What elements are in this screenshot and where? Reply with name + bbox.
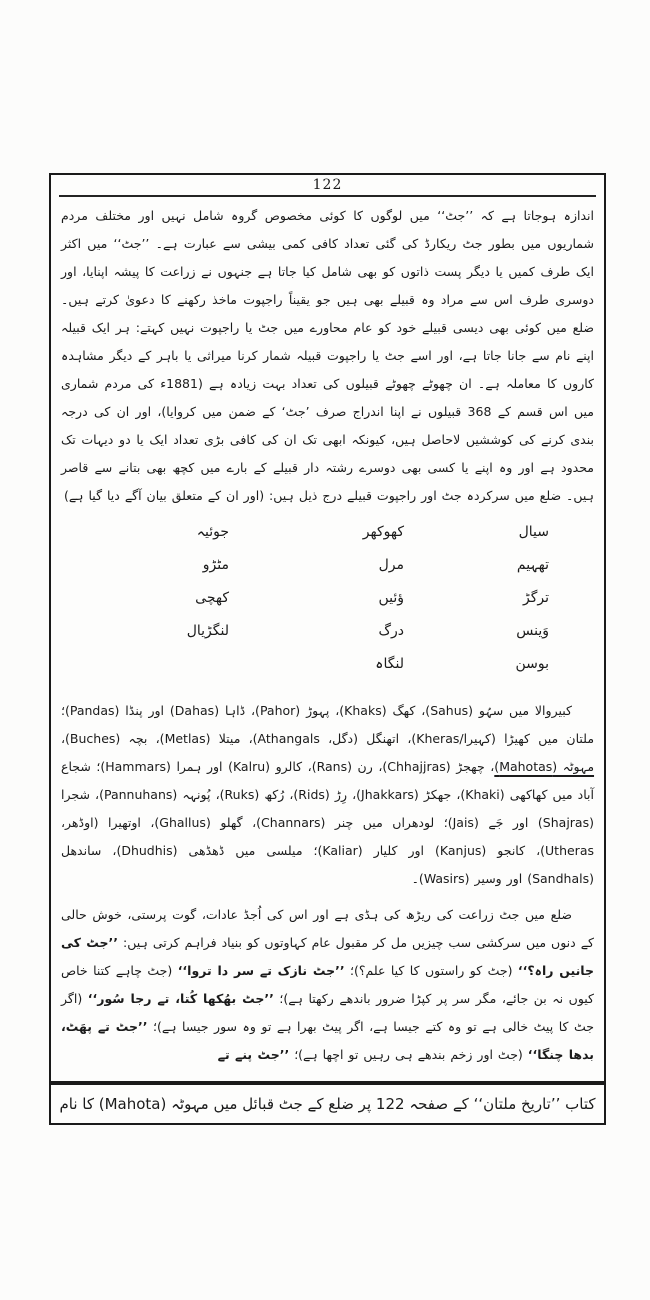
page-frame <box>49 173 606 1083</box>
text-run: (جٹ چاہے کتنا خاص کیوں نہ بن جائے، مگر سر پر کپڑا ضرور باندھے رکھتا ہے)؛ <box>61 963 594 1006</box>
tribe-name: وَینس <box>516 623 549 639</box>
text-run: ’’جٹ بھُکھا کُتا، تے رجا سُور‘‘ <box>87 991 274 1006</box>
text-run: ضلع میں جٹ زراعت کی ریڑھ کی ہڈی ہے اور اس کی اُجڈ عادات، گوت پرستی، خوش حالی کے دنوں میں سرکشی سب چیزیں مل کر مقبول عام کہاوتوں کو بنیاد فراہم کرتی ہیں: <box>61 907 594 950</box>
tribe-name: لنگڑیال <box>186 623 229 639</box>
tribe-name: تھہیم <box>516 557 549 573</box>
paragraph-proverbs <box>61 901 594 1069</box>
text-run: کتاب ’’تاریخ ملتان‘‘ کے صفحہ 122 پر ضلع کے جٹ قبائل میں مہوٹہ (Mahota) کا نام <box>59 1095 596 1113</box>
text-run: (جٹ اور زخم بندھے ہی رہیں تو اچھا ہے)؛ <box>289 1047 528 1062</box>
caption-text <box>53 1094 601 1114</box>
text-run: اندازہ ہوجاتا ہے کہ ’’جٹ‘‘ میں لوگوں کا کوئی مخصوص گروہ شامل نہیں اور مختلف مردم شماریوں میں بطور جٹ ریکارڈ کی گئی تعداد کافی کمی بیشی سے عبارت ہے۔ ’’جٹ‘‘ میں اکثر ایک طرف کمیں یا دیگر پست ذاتوں کو بھی شامل کیا جاتا ہے جنہوں نے زراعت کا پیشہ اپنایا، اور دوسری طرف اس سے مراد وہ قبیلے بھی ہیں جو یقیناً راجپوت ماخذ رکھنے کا دعویٰ کرتے ہیں۔ ضلع میں کوئی بھی دیسی قبیلے خود کو عام محاورے میں جٹ یا راجپوت نہیں کہتے: ہر ایک قبیلہ اپنے نام سے جانا جاتا ہے، اور اسے جٹ یا راجپوت قبیلہ شمار کرنا میراثی یا باہر کے دیگر مشاہدہ کاروں کا معاملہ ہے۔ ان چھوٹے چھوٹے قبیلوں کی تعداد بہت زیادہ ہے (1881ء کی مردم شماری میں اس قسم کے 368 قبیلوں نے اپنا اندراج صرف ’جٹ‘ کے ضمن میں کروایا)، اور ان کی درجہ بندی کرنے کی کوششیں لاحاصل ہیں، کیونکہ ابھی تک ان کی کافی بڑی تعداد ایک یا دو دیہات تک محدود ہے اور وہ اپنے یا کسی بھی دوسرے رشتہ دار قبیلے کے بارے میں کچھ بھی بتانے سے قاصر ہیں۔ ضلع میں سرکردہ جٹ اور راجپوت قبیلے درج ذیل ہیں: (اور ان کے متعلق بیان آگے دیا گیا ہے) <box>61 208 594 503</box>
paragraph-intro <box>61 202 594 510</box>
tribe-column-right <box>404 524 549 689</box>
text-run: مہوٹہ (Mahotas) <box>494 759 595 774</box>
text-run: ’’جٹ نازک تے سر دا تروا‘‘ <box>177 963 345 978</box>
tribe-name: کھچی <box>195 590 229 606</box>
tribe-name: درگ <box>378 623 404 639</box>
tribe-column-left <box>63 524 229 689</box>
paragraph-clans-by-tehsil <box>61 697 594 893</box>
page-number: 122 <box>312 177 343 193</box>
caption-box <box>49 1083 606 1125</box>
text-run: ’’جٹ پنے تے <box>217 1047 290 1062</box>
tribe-name: کھوکھر <box>362 524 404 540</box>
tribe-name: مرل <box>378 557 404 573</box>
text-run: کبیروالا میں سہُو (Sahus)، کھگ (Khaks)، پہوڑ (Pahor)، ڈاہا (Dahas) اور پنڈا (Pandas)؛ ملتان میں کھیڑا (کہیرا/Kheras)، اتھنگل (دگل، Athangals)، میتلا (Metlas)، بچہ (Buches)، <box>61 703 595 746</box>
tribe-column-middle <box>229 524 404 689</box>
text-run: (جٹ کو راستوں کا کیا علم؟)؛ <box>344 963 518 978</box>
tribe-name: لنگاہ <box>375 656 404 672</box>
tribe-name: سیال <box>518 524 549 540</box>
text-run: (اگر جٹ کا پیٹ خالی ہے تو وہ کتے جیسا ہے، اگر پیٹ بھرا ہے تو وہ سور جیسا ہے)؛ <box>61 991 594 1034</box>
tribe-name: مٹڑو <box>202 557 229 573</box>
tribe-name: بوسن <box>515 656 549 672</box>
text-run: ، چھجڑ (Chhajjras)، رن (Rans)، کالرو (Kalru) اور ہمرا (Hammars)؛ شجاع آباد میں کھاکھی (Khaki)، جھکڑ (Jhakkars)، رِڑ (Rids)، رُکھ (Ruks)، پُونہہ (Pannuhans)، شجرا (Shajras) اور جَے (Jais)؛ لودھراں میں چنر (Channars)، گھلو (Ghallus)، اوتھیرا (اوڈھر، Utheras)، کانجو (Kanjus) اور کلیار (Kaliar)؛ میلسی میں ڈھڈھی (Dhudhis)، ساندھل (Sandhals) اور وسیر (Wasirs)۔ <box>61 759 595 886</box>
tribe-table <box>63 524 549 689</box>
tribe-name: جوئیہ <box>196 524 229 540</box>
text-run: ’’جٹ کی جانیں راہ؟‘‘ <box>61 935 594 978</box>
tribe-name: ؤئیں <box>378 590 404 606</box>
tribe-name: ترگڑ <box>522 590 549 606</box>
text-run: ’’جٹ تے پھَٹ، بدھا چنگا‘‘ <box>61 1019 594 1062</box>
header-rule <box>59 195 596 197</box>
